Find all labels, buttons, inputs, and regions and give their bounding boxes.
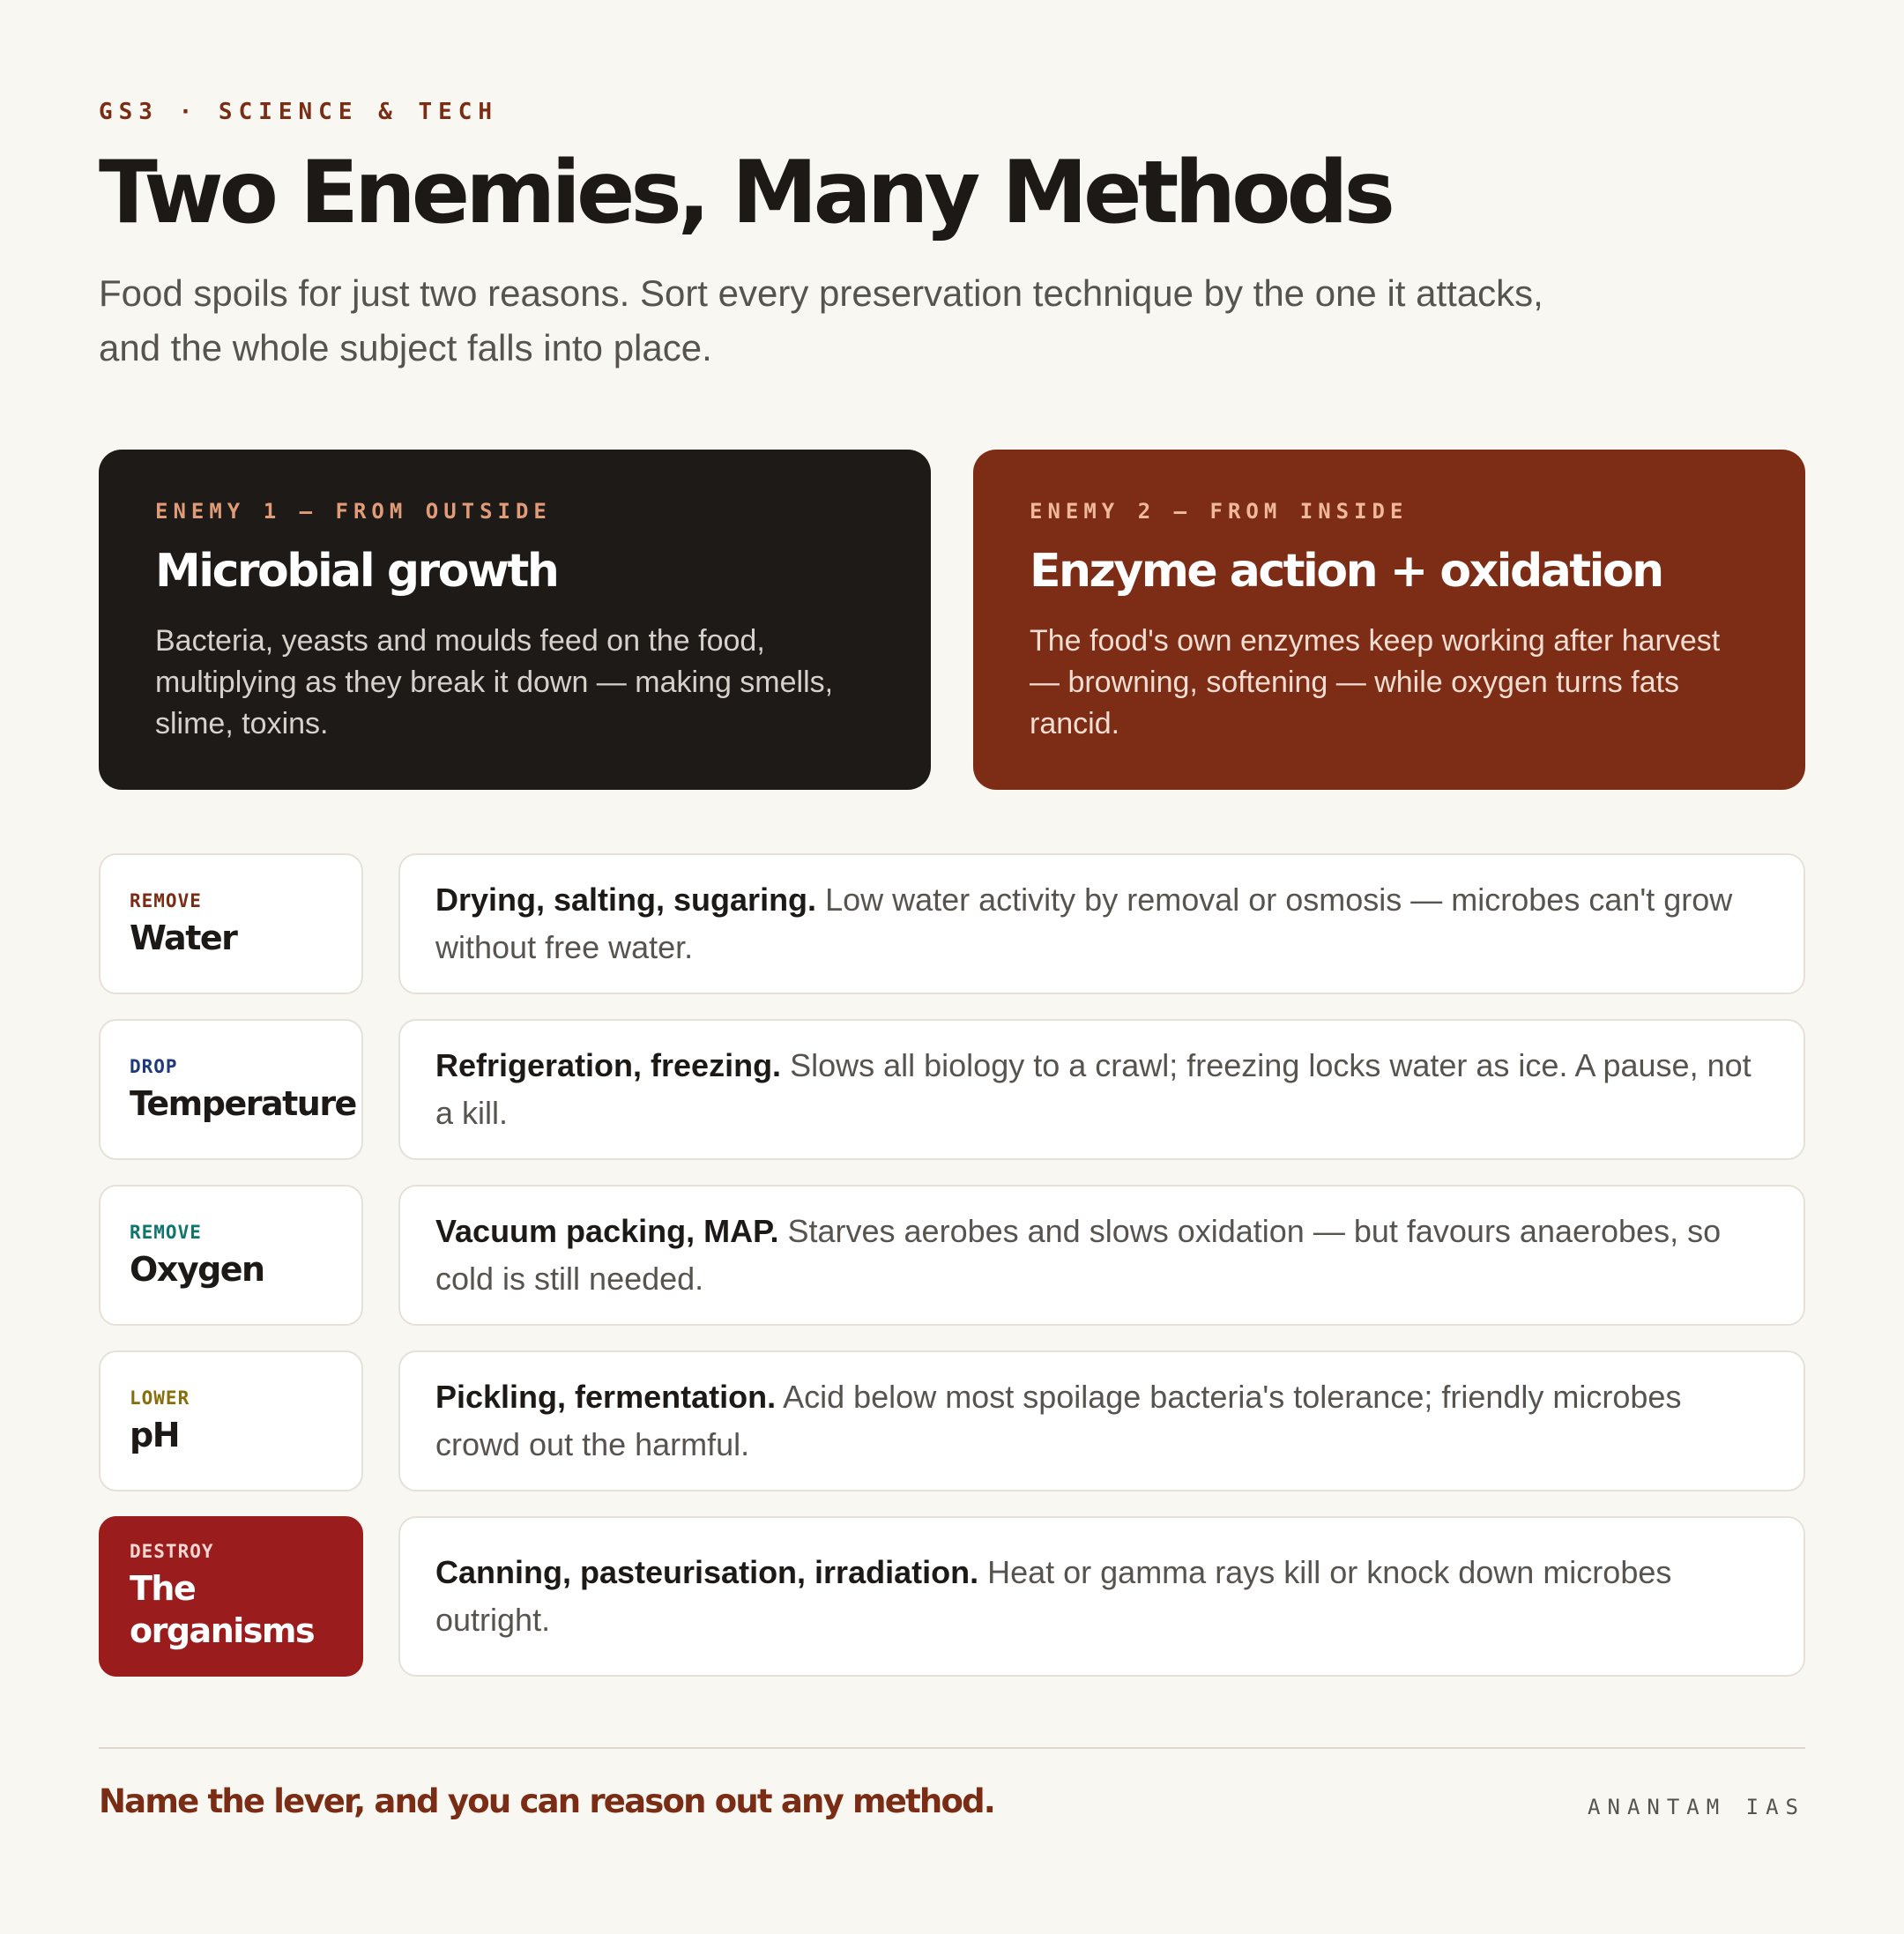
- page-title: Two Enemies, Many Methods: [99, 143, 1391, 243]
- method-card: [398, 1350, 1805, 1491]
- method-text: Heat or gamma rays kill or knock down microbes outright.: [435, 1554, 1672, 1638]
- method-highlight: Refrigeration, freezing.: [435, 1047, 782, 1083]
- method-text: Slows all biology to a crawl; freezing locks water as ice. A pause, not a kill.: [435, 1047, 1752, 1131]
- enemy-card-microbial: [99, 450, 931, 790]
- lever-verb: DROP: [130, 1056, 178, 1077]
- lever-verb: REMOVE: [130, 1222, 202, 1243]
- method-highlight: Pickling, fermentation.: [435, 1379, 777, 1415]
- method-text: Low water activity by removal or osmosis — microbes can't grow without free water.: [435, 881, 1733, 965]
- method-row-ph: [99, 1350, 1805, 1491]
- lever-verb: LOWER: [130, 1387, 190, 1409]
- lever-verb: REMOVE: [130, 890, 202, 911]
- lever-card: [99, 1185, 363, 1326]
- method-text: Starves aerobes and slows oxidation — but favours anaerobes, so cold is still needed.: [435, 1213, 1722, 1297]
- method-card: [398, 1019, 1805, 1160]
- lever-verb: DESTROY: [130, 1541, 214, 1562]
- lever-object: Water: [130, 919, 237, 957]
- method-text: Acid below most spoilage bacteria's tolerance; friendly microbes crowd out the harmful.: [435, 1379, 1682, 1462]
- lever-object: Oxygen: [130, 1250, 264, 1289]
- enemy-description: Bacteria, yeasts and moulds feed on the food, multiplying as they break it down — making smells, slime, toxins.: [155, 624, 834, 740]
- method-highlight: Canning, pasteurisation, irradiation.: [435, 1554, 979, 1590]
- lever-card: [99, 1350, 363, 1491]
- lever-object: pH: [130, 1416, 180, 1454]
- method-row-organisms: [99, 1516, 1805, 1677]
- method-highlight: Vacuum packing, MAP.: [435, 1213, 779, 1249]
- kicker: GS3 · SCIENCE & TECH: [99, 99, 499, 125]
- method-row-water: [99, 853, 1805, 994]
- enemy-card-enzyme: [973, 450, 1805, 790]
- method-highlight: Drying, salting, sugaring.: [435, 881, 817, 918]
- enemy-name: Enzyme action + oxidation: [1030, 545, 1662, 598]
- page-subtitle: Food spoils for just two reasons. Sort every preservation technique by the one it attacks, and the whole subject falls into place.: [99, 272, 1543, 368]
- footer-tagline: Name the lever, and you can reason out any method.: [99, 1782, 995, 1820]
- method-card: [398, 1516, 1805, 1677]
- method-card: [398, 853, 1805, 994]
- enemy-name: Microbial growth: [155, 545, 558, 598]
- enemy-label: ENEMY 2 — FROM INSIDE: [1030, 499, 1409, 524]
- lever-object: The organisms: [130, 1569, 315, 1650]
- method-card: [398, 1185, 1805, 1326]
- lever-card: [99, 1019, 363, 1160]
- lever-card-destroy: [99, 1516, 363, 1677]
- brand-name: ANANTAM IAS: [1588, 1795, 1805, 1819]
- method-row-oxygen: [99, 1185, 1805, 1326]
- footer-divider: [99, 1747, 1805, 1749]
- lever-card: [99, 853, 363, 994]
- enemy-label: ENEMY 1 — FROM OUTSIDE: [155, 499, 552, 524]
- lever-object: Temperature: [130, 1084, 356, 1123]
- enemy-description: The food's own enzymes keep working after harvest — browning, softening — while oxygen turns fats rancid.: [1030, 624, 1721, 740]
- method-row-temperature: [99, 1019, 1805, 1160]
